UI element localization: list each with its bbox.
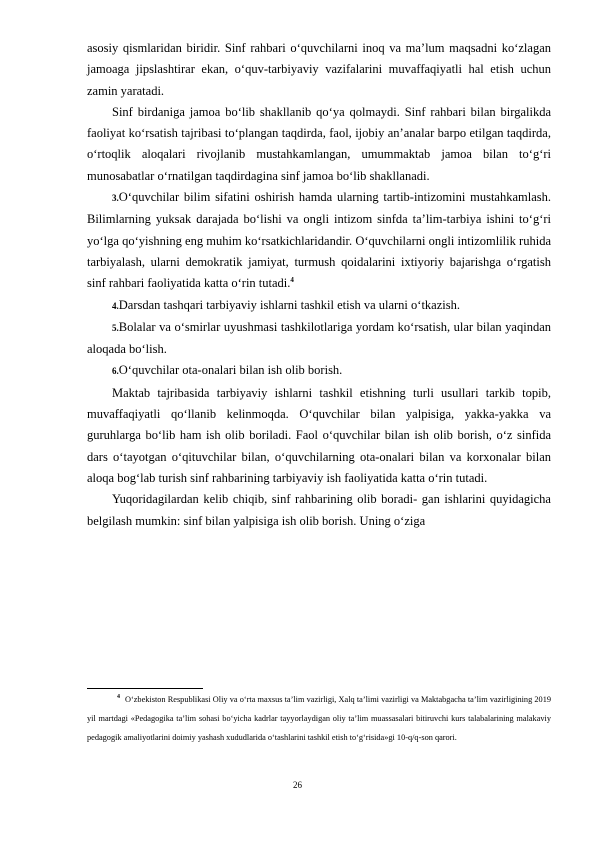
- page-number: 26: [293, 780, 302, 790]
- paragraph-1: asosiy qismlaridan biridir. Sinf rahbari o‘quvchilarni inoq va ma’lum maqsadni ko‘zlagan jamoaga jipslashtirar ekan, o‘quv-tarbiyaviy vazifalarini muvaffaqiyatli hal etish uchun zamin yaratadi.: [87, 41, 551, 98]
- list-item-4: [87, 295, 551, 317]
- list-item-text: Darsdan tashqari tarbiyaviy ishlarni tashkil etish va ularni o‘tkazish.: [118, 297, 460, 312]
- paragraph-7: Maktab tajribasida tarbiyaviy ishlarni tashkil etishning turli usullari tarkib topib, muvaffaqiyatli qo‘llanib kelinmoqda. O‘quvchilar bilan yalpisiga, yakka-yakka va guruhlarga bo‘lib ham ish olib boriladi. Faol o‘quvchilar bilan ish olib borish, o‘z sinfida dars o‘tayotgan o‘qituvchilar bilan, o‘quvchilarning ota-onalari bilan va korxonalar bilan aloqa bog‘lab turish sinf rahbarining tarbiyaviy ish faoliyatida katta o‘rin tutadi.: [87, 385, 551, 485]
- list-item-6: [87, 360, 551, 382]
- page-body: [87, 38, 551, 532]
- list-number: 5.: [112, 322, 119, 333]
- list-item-text: O‘quvchilar bilim sifatini oshirish hamda ularning tartib-intizomini mustahkamlash. Bilimlarning yuksak darajada bo‘lishi va ongli intizom sinfda ta’lim-tarbiya ishini to‘g‘ri yo‘lga qo‘yishning eng muhim ko‘rsatkichlaridandir. O‘quvchilarni ongli intizomlilik ruhida tarbiyalash, ularni demokratik jamiyat, turmush qoidalarini ixtiyoriy bajarishga o‘rgatish sinf rahbari faoliyatida katta o‘rin tutadi.: [87, 190, 551, 291]
- footnote-marker: 4: [117, 694, 120, 701]
- footnote-reference[interactable]: 4: [290, 276, 294, 285]
- list-number: 3.: [112, 193, 119, 204]
- footnote-text: O‘zbekiston Respublikasi Oliy va o‘rta maxsus ta’lim vazirligi, Xalq ta’limi vazirligi va Maktabgacha ta’lim vazirligining 2019 yil martdagi «Pedagogika ta’lim sohasi bo‘yicha kadrlar tayyorlaydigan oliy ta’lim muassasalari bitiruvchi kurs talabalarining malakaviy pedagogik amaliyotlarini doimiy yashash xududlarida o‘tashlarini tashkil etish to‘g‘risida»gi 10-q/q-son qarori.: [87, 695, 551, 742]
- list-item-5: [87, 317, 551, 361]
- paragraph-2: Sinf birdaniga jamoa bo‘lib shakllanib qo‘ya qolmaydi. Sinf rahbari bilan birgalikda faoliyat ko‘rsatish tajribasi to‘plangan taqdirda, faol, ijobiy an’analar barpo etilgan taqdirda, o‘rtoqlik aloqalari rivojlanib mustahkamlangan, umummaktab jamoa bilan to‘g‘ri munosabatlar o‘rnatilgan taqdirdagina sinf jamoa bo‘lib shakllanadi.: [87, 104, 551, 183]
- list-item-3: [87, 187, 551, 294]
- list-number: 6.: [112, 366, 119, 377]
- list-number: 4.: [112, 300, 119, 311]
- footnote: [87, 690, 551, 747]
- paragraph-8: Yuqoridagilardan kelib chiqib, sinf rahbarining olib boradi- gan ishlarini quyidagicha belgilash mumkin: sinf bilan yalpisiga ish olib borish. Uning o‘ziga: [87, 492, 551, 528]
- list-item-text: O‘quvchilar ota-onalari bilan ish olib borish.: [118, 363, 343, 378]
- footnote-separator: [87, 688, 203, 689]
- list-item-text: Bolalar va o‘smirlar uyushmasi tashkilotlariga yordam ko‘rsatish, ular bilan yaqindan aloqada bo‘lish.: [87, 319, 551, 357]
